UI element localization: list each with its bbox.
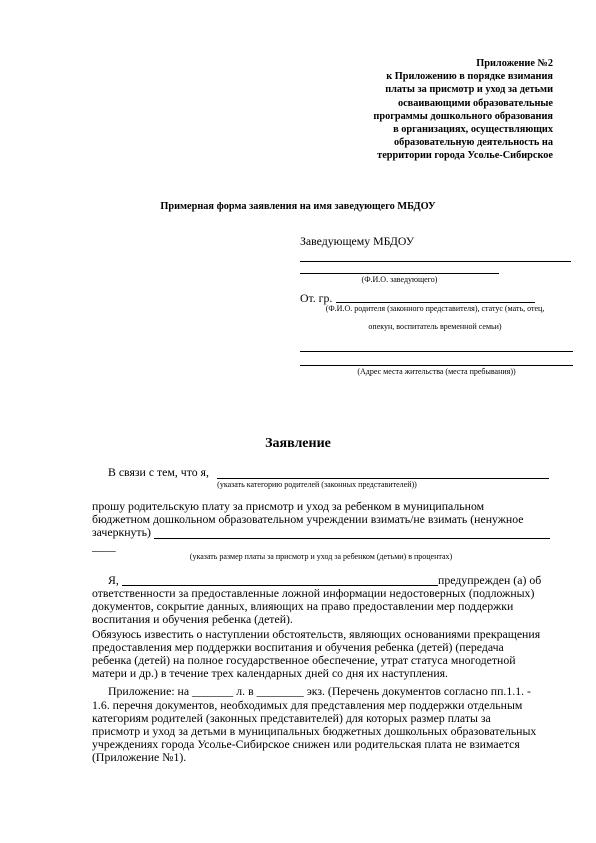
amount-line — [154, 538, 550, 539]
address-caption: (Адрес места жительства (места пребывания)) — [357, 367, 516, 376]
request-line: бюджетном дошкольном образовательном учреждении взимать/не взимать (ненужное — [92, 512, 524, 526]
warning-prefix: Я, — [108, 573, 119, 587]
head-name-line — [300, 261, 571, 262]
category-line — [217, 478, 549, 479]
annex-line: платы за присмотр и уход за детьми — [385, 84, 553, 96]
statement-intro: В связи с тем, что я, — [108, 465, 209, 479]
attachment-line: учреждениях города Усолье-Сибирское снижен или родительская плата не взимается — [92, 737, 520, 751]
annex-line: осваивающими образовательные — [397, 97, 553, 109]
annex-line: образовательную деятельность на — [394, 137, 553, 149]
attachment-line: присмотр и уход за детьми в муниципальных бюджетных дошкольных образовательных — [92, 724, 537, 738]
statement-heading: Заявление — [265, 436, 331, 451]
attachment-line: 1.6. перечня документов, необходимых для представления мер поддержки отдельным — [92, 698, 523, 712]
annex-line: Приложение №2 — [476, 58, 553, 69]
from-label: От. гр. — [300, 291, 333, 305]
head-name-line-2 — [300, 273, 499, 274]
obligation-line: предоставления мер поддержки воспитания и обучения ребенка (детей) (передача — [92, 640, 504, 654]
parent-caption-cont: опекун, воспитатель временной семьи) — [368, 322, 502, 331]
form-title: Примерная форма заявления на имя заведующего МБДОУ — [160, 201, 436, 212]
annex-line: программы дошкольного образования — [373, 110, 553, 122]
annex-line: в организациях, осуществляющих — [393, 124, 553, 136]
warning-suffix: предупрежден (а) об — [438, 573, 542, 587]
annex-line: территории города Усолье-Сибирское — [377, 150, 553, 162]
addressee-label: Заведующему МБДОУ — [300, 234, 415, 248]
annex-header — [293, 57, 553, 163]
category-caption: (указать категорию родителей (законных представителей)) — [217, 480, 417, 489]
address-line-2 — [300, 365, 573, 366]
attachment-line: (Приложение №1). — [92, 750, 187, 764]
responsibility-line: документов, сокрытие данных, влияющих на право предоставлении мер поддержки — [92, 599, 514, 613]
obligation-line: ребенка (детей) на полное государственное обеспечение, утрат статуса многодетной — [92, 653, 516, 667]
parent-caption: (Ф.И.О. родителя (законного представителя), статус (мать, отец, — [325, 304, 545, 313]
parent-name-line — [336, 302, 535, 303]
obligation-line: матери и др.) в течение трех календарных дней со дня их наступления. — [92, 666, 449, 680]
responsibility-line: ответственности за предоставленные ложной информации недостоверных (подложных) — [92, 586, 535, 600]
amount-caption: (указать размер платы за присмотр и уход за ребенком (детьми) в процентах) — [189, 552, 453, 561]
annex-line: к Приложению в порядке взимания — [386, 71, 553, 83]
request-line: зачеркнуть) — [92, 525, 151, 539]
attachment-line: категориям родителей (законных представителей) для которых размер платы за — [92, 711, 491, 725]
request-line: прошу родительскую плату за присмотр и уход за ребенком в муниципальном — [92, 499, 485, 513]
address-line — [300, 351, 573, 352]
request-line: ____ — [92, 539, 116, 553]
obligation-line: Обязуюсь известить о наступлении обстоятельств, являющих основаниями прекращения — [92, 627, 541, 641]
attachment-line: Приложение: на _______ л. в ________ экз. (Перечень документов согласно пп.1.1. - — [108, 684, 531, 698]
head-name-caption: (Ф.И.О. заведующего) — [361, 275, 438, 284]
responsibility-line: воспитания и обучения ребенка (детей). — [92, 612, 293, 626]
